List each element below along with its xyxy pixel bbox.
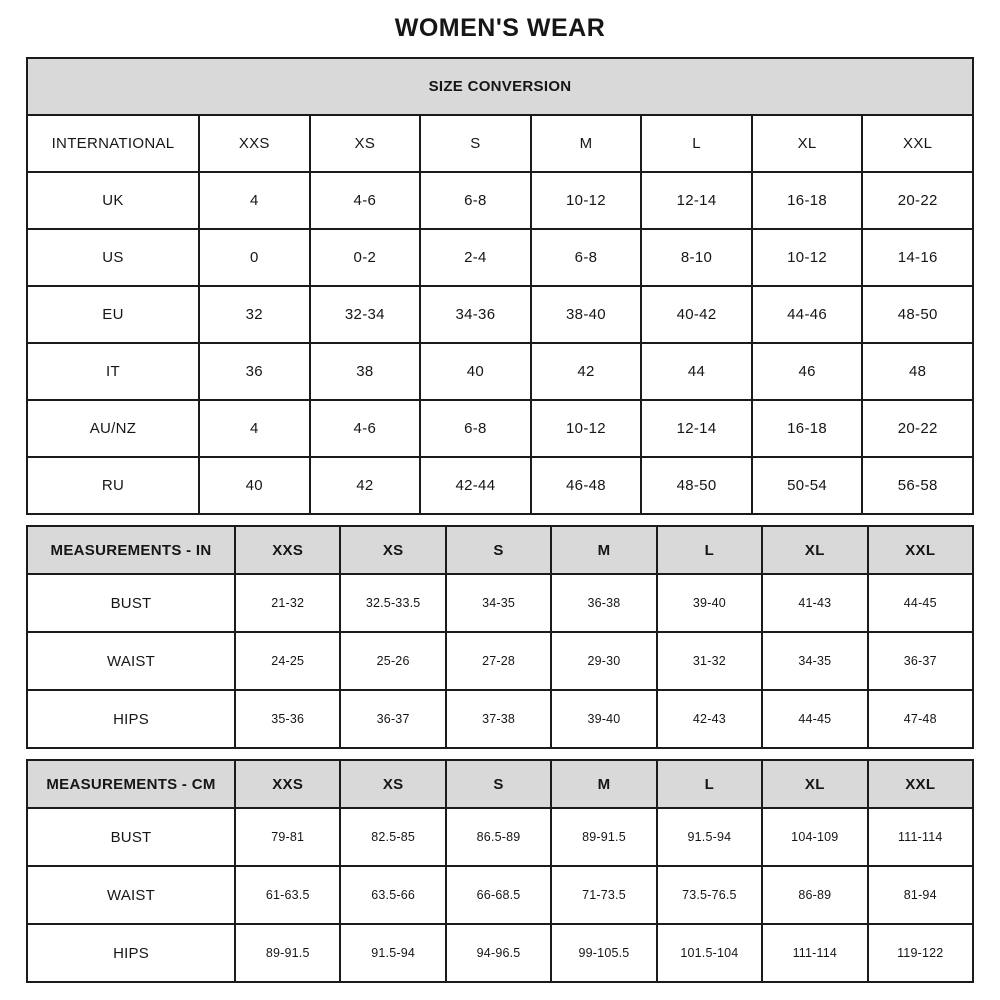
value-cell: 48 bbox=[862, 343, 973, 400]
row-label-cell: WAIST bbox=[27, 632, 235, 690]
value-cell: 4 bbox=[199, 400, 310, 457]
value-cell: 89-91.5 bbox=[235, 924, 340, 982]
value-cell: 24-25 bbox=[235, 632, 340, 690]
value-cell: 32.5-33.5 bbox=[340, 574, 445, 632]
table-row bbox=[27, 229, 973, 286]
value-cell: 36-38 bbox=[551, 574, 656, 632]
value-cell: 34-35 bbox=[762, 632, 867, 690]
table-row bbox=[27, 115, 973, 172]
value-cell: 39-40 bbox=[551, 690, 656, 748]
value-cell: 32 bbox=[199, 286, 310, 343]
column-header-cell: MEASUREMENTS - CM bbox=[27, 760, 235, 808]
row-label-cell: UK bbox=[27, 172, 199, 229]
value-cell: L bbox=[641, 115, 752, 172]
column-header-cell: XXL bbox=[868, 760, 973, 808]
value-cell: 36-37 bbox=[868, 632, 973, 690]
value-cell: 0-2 bbox=[310, 229, 421, 286]
value-cell: 44-45 bbox=[762, 690, 867, 748]
value-cell: 4-6 bbox=[310, 172, 421, 229]
value-cell: 46-48 bbox=[531, 457, 642, 514]
value-cell: 39-40 bbox=[657, 574, 762, 632]
value-cell: 25-26 bbox=[340, 632, 445, 690]
table-row bbox=[27, 574, 973, 632]
value-cell: 42-44 bbox=[420, 457, 531, 514]
value-cell: 50-54 bbox=[752, 457, 863, 514]
row-label-cell: IT bbox=[27, 343, 199, 400]
value-cell: 34-36 bbox=[420, 286, 531, 343]
row-label-cell: HIPS bbox=[27, 690, 235, 748]
row-label-cell: RU bbox=[27, 457, 199, 514]
table-row bbox=[27, 808, 973, 866]
value-cell: 38-40 bbox=[531, 286, 642, 343]
value-cell: 16-18 bbox=[752, 400, 863, 457]
value-cell: 48-50 bbox=[641, 457, 752, 514]
measurements-cm-body bbox=[27, 760, 973, 982]
value-cell: 47-48 bbox=[868, 690, 973, 748]
value-cell: 6-8 bbox=[420, 172, 531, 229]
value-cell: 91.5-94 bbox=[340, 924, 445, 982]
value-cell: 91.5-94 bbox=[657, 808, 762, 866]
value-cell: 38 bbox=[310, 343, 421, 400]
value-cell: 40-42 bbox=[641, 286, 752, 343]
column-header-row bbox=[27, 760, 973, 808]
value-cell: 31-32 bbox=[657, 632, 762, 690]
size-conversion-header: SIZE CONVERSION bbox=[27, 58, 973, 115]
column-header-cell: S bbox=[446, 760, 551, 808]
value-cell: 20-22 bbox=[862, 172, 973, 229]
value-cell: 6-8 bbox=[531, 229, 642, 286]
value-cell: 0 bbox=[199, 229, 310, 286]
value-cell: 40 bbox=[420, 343, 531, 400]
value-cell: 21-32 bbox=[235, 574, 340, 632]
row-label-cell: WAIST bbox=[27, 866, 235, 924]
value-cell: 10-12 bbox=[531, 172, 642, 229]
value-cell: 35-36 bbox=[235, 690, 340, 748]
column-header-cell: XXS bbox=[235, 526, 340, 574]
value-cell: 42-43 bbox=[657, 690, 762, 748]
value-cell: S bbox=[420, 115, 531, 172]
value-cell: 36 bbox=[199, 343, 310, 400]
size-conversion-table bbox=[26, 57, 974, 515]
row-label-cell: BUST bbox=[27, 808, 235, 866]
value-cell: 42 bbox=[531, 343, 642, 400]
value-cell: 104-109 bbox=[762, 808, 867, 866]
column-header-cell: MEASUREMENTS - IN bbox=[27, 526, 235, 574]
column-header-cell: M bbox=[551, 526, 656, 574]
value-cell: 37-38 bbox=[446, 690, 551, 748]
row-label-cell: INTERNATIONAL bbox=[27, 115, 199, 172]
value-cell: 40 bbox=[199, 457, 310, 514]
value-cell: 81-94 bbox=[868, 866, 973, 924]
value-cell: 111-114 bbox=[762, 924, 867, 982]
value-cell: 71-73.5 bbox=[551, 866, 656, 924]
value-cell: 10-12 bbox=[752, 229, 863, 286]
value-cell: 46 bbox=[752, 343, 863, 400]
value-cell: 44 bbox=[641, 343, 752, 400]
value-cell: 20-22 bbox=[862, 400, 973, 457]
value-cell: 2-4 bbox=[420, 229, 531, 286]
value-cell: 48-50 bbox=[862, 286, 973, 343]
column-header-cell: M bbox=[551, 760, 656, 808]
column-header-cell: L bbox=[657, 760, 762, 808]
value-cell: 101.5-104 bbox=[657, 924, 762, 982]
value-cell: 73.5-76.5 bbox=[657, 866, 762, 924]
value-cell: 12-14 bbox=[641, 400, 752, 457]
value-cell: XS bbox=[310, 115, 421, 172]
value-cell: 8-10 bbox=[641, 229, 752, 286]
table-row bbox=[27, 400, 973, 457]
row-label-cell: EU bbox=[27, 286, 199, 343]
value-cell: XXL bbox=[862, 115, 973, 172]
value-cell: 86.5-89 bbox=[446, 808, 551, 866]
row-label-cell: US bbox=[27, 229, 199, 286]
value-cell: 6-8 bbox=[420, 400, 531, 457]
table-row bbox=[27, 172, 973, 229]
measurements-cm-table bbox=[26, 759, 974, 983]
value-cell: XXS bbox=[199, 115, 310, 172]
value-cell: 111-114 bbox=[868, 808, 973, 866]
table-row bbox=[27, 924, 973, 982]
measurements-in-table bbox=[26, 525, 974, 749]
value-cell: 4 bbox=[199, 172, 310, 229]
value-cell: 94-96.5 bbox=[446, 924, 551, 982]
value-cell: 44-46 bbox=[752, 286, 863, 343]
value-cell: 61-63.5 bbox=[235, 866, 340, 924]
value-cell: XL bbox=[752, 115, 863, 172]
column-header-cell: XS bbox=[340, 526, 445, 574]
value-cell: 99-105.5 bbox=[551, 924, 656, 982]
row-label-cell: AU/NZ bbox=[27, 400, 199, 457]
table-row bbox=[27, 343, 973, 400]
value-cell: 27-28 bbox=[446, 632, 551, 690]
value-cell: 14-16 bbox=[862, 229, 973, 286]
column-header-cell: L bbox=[657, 526, 762, 574]
column-header-cell: XL bbox=[762, 760, 867, 808]
column-header-cell: S bbox=[446, 526, 551, 574]
value-cell: 36-37 bbox=[340, 690, 445, 748]
table-row bbox=[27, 286, 973, 343]
table-row bbox=[27, 632, 973, 690]
size-conversion-body bbox=[27, 115, 973, 514]
table-row bbox=[27, 457, 973, 514]
column-header-row bbox=[27, 526, 973, 574]
value-cell: 16-18 bbox=[752, 172, 863, 229]
column-header-cell: XXS bbox=[235, 760, 340, 808]
value-cell: 44-45 bbox=[868, 574, 973, 632]
value-cell: 12-14 bbox=[641, 172, 752, 229]
value-cell: 82.5-85 bbox=[340, 808, 445, 866]
value-cell: 10-12 bbox=[531, 400, 642, 457]
value-cell: M bbox=[531, 115, 642, 172]
value-cell: 86-89 bbox=[762, 866, 867, 924]
size-conversion-band-row bbox=[27, 58, 973, 115]
value-cell: 29-30 bbox=[551, 632, 656, 690]
value-cell: 63.5-66 bbox=[340, 866, 445, 924]
row-label-cell: HIPS bbox=[27, 924, 235, 982]
column-header-cell: XS bbox=[340, 760, 445, 808]
column-header-cell: XXL bbox=[868, 526, 973, 574]
value-cell: 119-122 bbox=[868, 924, 973, 982]
value-cell: 32-34 bbox=[310, 286, 421, 343]
value-cell: 41-43 bbox=[762, 574, 867, 632]
value-cell: 4-6 bbox=[310, 400, 421, 457]
measurements-in-body bbox=[27, 526, 973, 748]
row-label-cell: BUST bbox=[27, 574, 235, 632]
value-cell: 89-91.5 bbox=[551, 808, 656, 866]
value-cell: 79-81 bbox=[235, 808, 340, 866]
value-cell: 66-68.5 bbox=[446, 866, 551, 924]
value-cell: 42 bbox=[310, 457, 421, 514]
page-title: WOMEN'S WEAR bbox=[394, 14, 606, 42]
table-row bbox=[27, 866, 973, 924]
value-cell: 34-35 bbox=[446, 574, 551, 632]
table-row bbox=[27, 690, 973, 748]
value-cell: 56-58 bbox=[862, 457, 973, 514]
column-header-cell: XL bbox=[762, 526, 867, 574]
